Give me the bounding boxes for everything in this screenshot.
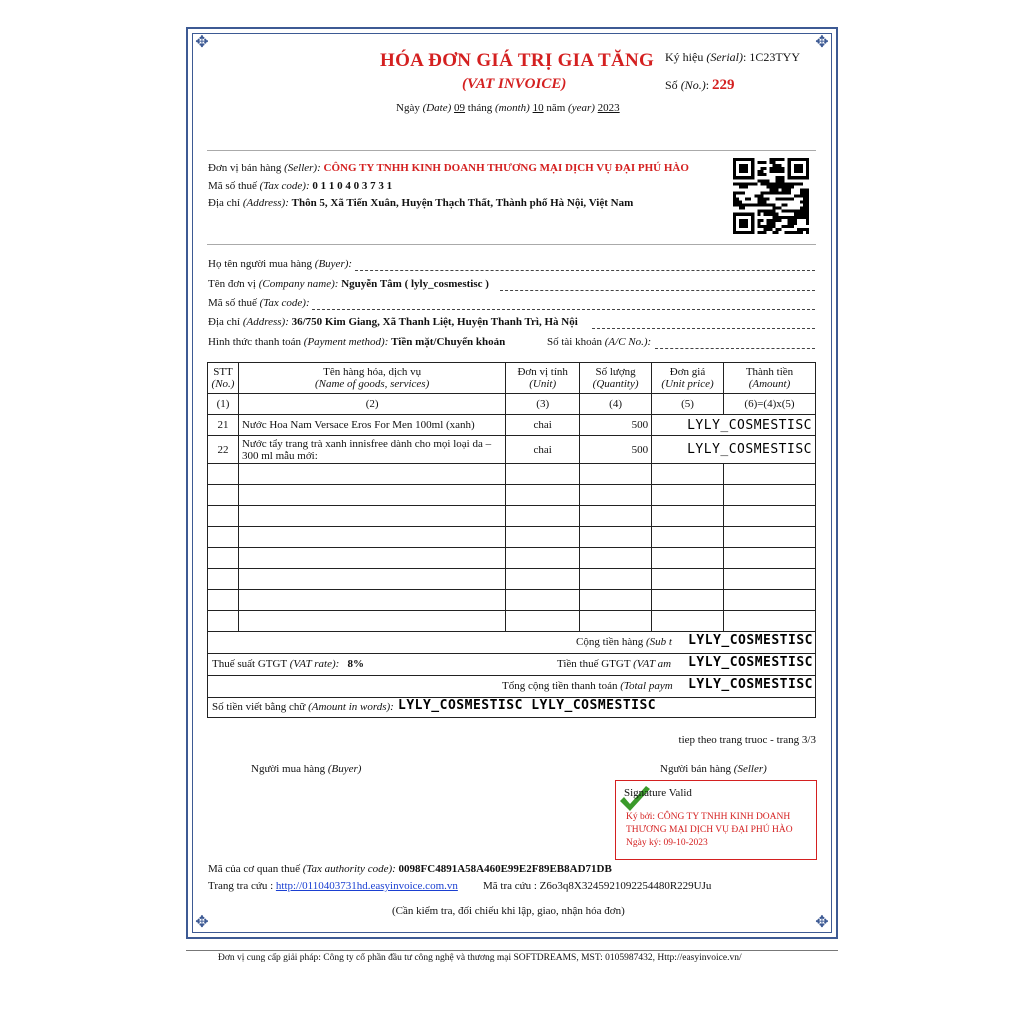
column-header: Thành tiền (Amount) [724, 363, 816, 394]
lookup-code: Z6o3q8X3245921092254480R229UJu [539, 880, 712, 892]
page-continuation: tiep theo trang truoc - trang 3/3 [678, 734, 816, 746]
fill-line [500, 290, 815, 291]
vat-row: Thuế suất GTGT (VAT rate): 8% Tiền thuế GTGT (VAT am LYLY_COSMESTISC [207, 654, 816, 676]
fill-line [655, 348, 815, 349]
account-line: Số tài khoản (A/C No.): [547, 336, 652, 348]
invoice-subtitle: (VAT INVOICE) [462, 76, 567, 92]
table-row-empty [208, 590, 816, 611]
qr-code-icon [733, 158, 809, 234]
column-header: Đơn giá (Unit price) [652, 363, 724, 394]
fill-line [592, 328, 815, 329]
watermark-text: LYLY_COSMESTISC [688, 677, 813, 692]
amount-words-row: Số tiền viết bằng chữ (Amount in words): LYLY_COSMESTISC LYLY_COSMESTISC [207, 698, 816, 718]
column-header: Tên hàng hóa, dịch vụ (Name of goods, services) [238, 363, 505, 394]
payment-method: Tiền mặt/Chuyển khoản [391, 336, 506, 348]
check-note: (Cần kiểm tra, đối chiếu khi lập, giao, nhận hóa đơn) [392, 905, 625, 917]
watermark-text: LYLY_COSMESTISC [688, 633, 813, 648]
provider-footer: Đơn vị cung cấp giải pháp: Công ty cổ phần đầu tư công nghệ và thương mại SOFTDREAMS, MST: 0105987432, Http://easyinvoice.vn/ [218, 953, 742, 963]
subtotal-row: Cộng tiền hàng (Sub t LYLY_COSMESTISC [207, 632, 816, 654]
table-row-empty [208, 611, 816, 632]
tax-authority-code: 0098FC4891A58A460E99E2F89EB8AD71DB [398, 863, 612, 875]
seller-address-line: Địa chỉ (Address): Thôn 5, Xã Tiến Xuân, Huyện Thạch Thất, Thành phố Hà Nội, Việt Nam [208, 197, 634, 209]
column-header: STT (No.) [208, 363, 239, 394]
buyer-company: Nguyễn Tâm ( lyly_cosmestisc ) [341, 278, 489, 290]
invoice-number: 229 [712, 77, 735, 93]
signer-info: Ký bởi: CÔNG TY TNHH KINH DOANH THƯƠNG MẠI DỊCH VỤ ĐẠI PHÚ HÀO Ngày ký: 09-10-2023 [626, 812, 793, 848]
table-row-empty [208, 464, 816, 485]
divider [207, 150, 816, 151]
seller-sign-label: Người bán hàng (Seller) [660, 763, 767, 775]
seller-tax-code: 0 1 1 0 4 0 3 7 3 1 [312, 180, 393, 192]
total-row: Tổng cộng tiền thanh toán (Total paym LYLY_COSMESTISC [207, 676, 816, 698]
signature-valid-label: Signature Valid [624, 787, 692, 799]
vat-rate: 8% [347, 658, 365, 670]
lookup-link[interactable]: http://0110403731hd.easyinvoice.com.vn [275, 880, 458, 892]
buyer-address-line: Địa chỉ (Address): 36/750 Kim Giang, Xã Thanh Liệt, Huyện Thanh Trì, Hà Nội [208, 316, 578, 328]
watermark-text: LYLY_COSMESTISC LYLY_COSMESTISC [398, 698, 657, 713]
invoice-number-line: Số (No.): 229 [665, 77, 735, 93]
corner-ornament-icon: ✥ [815, 34, 829, 51]
seller-tax-line: Mã số thuế (Tax code): 0 1 1 0 4 0 3 7 3 1 [208, 180, 393, 192]
invoice-title: HÓA ĐƠN GIÁ TRỊ GIA TĂNG [380, 50, 655, 71]
lookup-code-line: Mã tra cứu : Z6o3q8X3245921092254480R229UJu [483, 880, 712, 892]
invoice-date: Ngày (Date) 09 tháng (month) 10 năm (year) 2023 [396, 102, 620, 114]
serial-line: Ký hiệu (Serial): 1C23TYY [665, 50, 800, 64]
tax-authority-line: Mã của cơ quan thuế (Tax authority code): 0098FC4891A58A460E99E2F89EB8AD71DB [208, 863, 612, 875]
table-row-empty [208, 548, 816, 569]
seller-name: CÔNG TY TNHH KINH DOANH THƯƠNG MẠI DỊCH VỤ ĐẠI PHÚ HÀO [323, 162, 689, 174]
payment-method-line: Hình thức thanh toán (Payment method): Tiền mặt/Chuyển khoản [208, 336, 506, 348]
column-header: Đơn vị tính (Unit) [506, 363, 580, 394]
table-row-empty [208, 527, 816, 548]
seller-address: Thôn 5, Xã Tiến Xuân, Huyện Thạch Thất, Thành phố Hà Nội, Việt Nam [291, 197, 634, 209]
buyer-sign-label: Người mua hàng (Buyer) [251, 763, 362, 775]
corner-ornament-icon: ✥ [815, 914, 829, 931]
table-row: 22 Nước tẩy trang trà xanh innisfree dành cho mọi loại da – 300 ml mẫu mới: chai 500 LYLY_COSMESTISC [208, 436, 816, 464]
divider [186, 950, 838, 951]
watermark-text: LYLY_COSMESTISC [688, 655, 813, 670]
column-index-row: (1) (2) (3) (4) (5) (6)=(4)x(5) [208, 394, 816, 415]
fill-line [312, 309, 815, 310]
seller-name-line: Đơn vị bán hàng (Seller): CÔNG TY TNHH KINH DOANH THƯƠNG MẠI DỊCH VỤ ĐẠI PHÚ HÀO [208, 162, 689, 174]
column-header: Số lượng (Quantity) [580, 363, 652, 394]
corner-ornament-icon: ✥ [195, 914, 209, 931]
divider [207, 244, 816, 245]
table-header-row [208, 363, 816, 394]
buyer-name-line: Họ tên người mua hàng (Buyer): [208, 258, 353, 270]
table-row: 21 Nước Hoa Nam Versace Eros For Men 100ml (xanh) chai 500 LYLY_COSMESTISC [208, 415, 816, 436]
table-row-empty [208, 569, 816, 590]
lookup-line: Trang tra cứu : http://0110403731hd.easyinvoice.com.vn [208, 880, 458, 892]
table-row-empty [208, 485, 816, 506]
watermark-text: LYLY_COSMESTISC [652, 415, 816, 436]
items-table [207, 362, 816, 632]
buyer-tax-line: Mã số thuế (Tax code): [208, 297, 310, 309]
buyer-address: 36/750 Kim Giang, Xã Thanh Liệt, Huyện Thanh Trì, Hà Nội [291, 316, 578, 328]
digital-signature-box [615, 780, 817, 860]
corner-ornament-icon: ✥ [195, 34, 209, 51]
buyer-company-line: Tên đơn vị (Company name): Nguyễn Tâm ( lyly_cosmestisc ) [208, 278, 489, 290]
fill-line [355, 270, 815, 271]
table-row-empty [208, 506, 816, 527]
watermark-text: LYLY_COSMESTISC [652, 436, 816, 464]
